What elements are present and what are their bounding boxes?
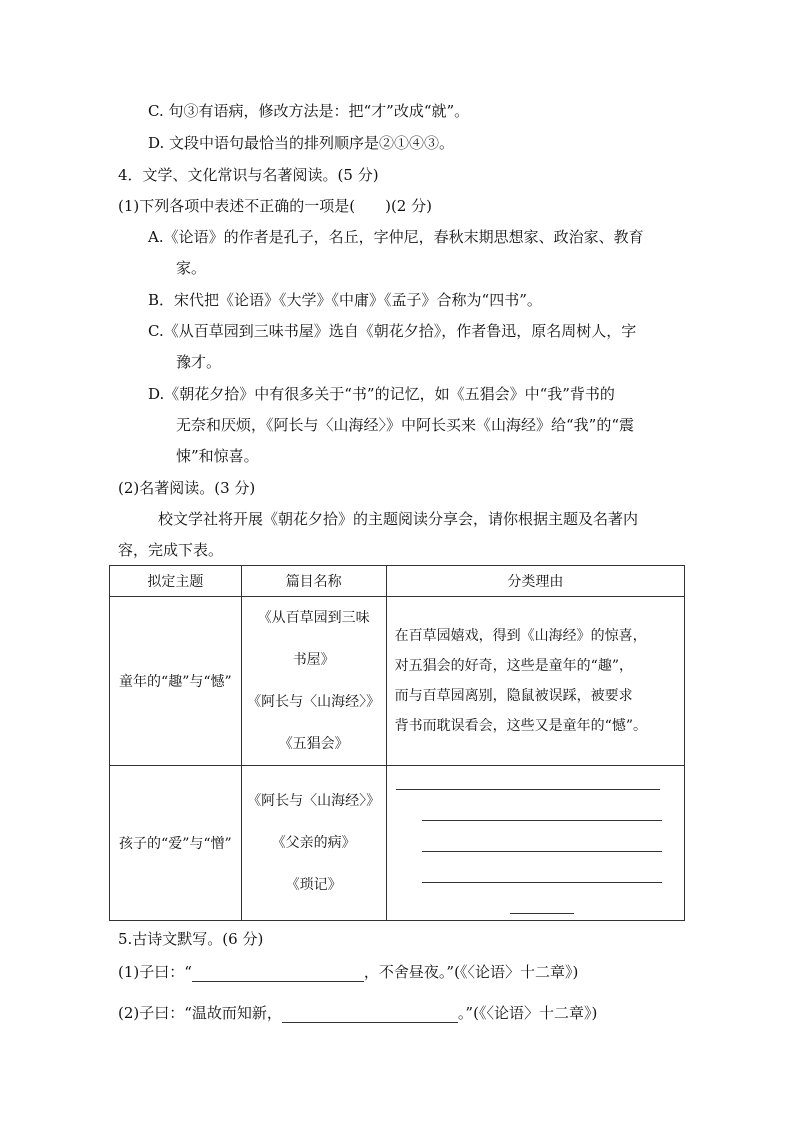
q4-sub2: (2)名著阅读。(3 分) <box>118 479 256 497</box>
q4-option-d-line1: D.《朝花夕拾》中有很多关于“书”的记忆，如《五猖会》中“我”背书的 <box>148 385 615 403</box>
q4-option-d-line2: 无奈和厌烦，《阿长与〈山海经〉》中阿长买来《山海经》给“我”的“震 <box>176 416 635 434</box>
q5-title: 5.古诗文默写。(6 分) <box>118 930 264 948</box>
q4-option-a-line1: A.《论语》的作者是孔子，名丘，字仲尼，春秋末期思想家、政治家、教育 <box>148 228 644 246</box>
row1-reason-line: 而与百草园离别，隐鼠被误踩，被要求 <box>394 688 633 704</box>
row2-title: 《琐记》 <box>285 877 342 893</box>
q5-item2-blank[interactable] <box>282 1022 458 1023</box>
q5-item1-suffix: ，不舍昼夜。”(《〈论语〉十二章》) <box>363 963 579 981</box>
q4-option-c-line1: C.《从百草园到三味书屋》选自《朝花夕拾》，作者鲁迅，原名周树人，字 <box>148 322 637 340</box>
answer-line[interactable] <box>510 913 574 914</box>
row1-theme: 童年的“趣”与“憾” <box>110 597 242 766</box>
row1-reason-line: 在百草园嬉戏，得到《山海经》的惊喜， <box>394 628 647 644</box>
q4-option-b: B．宋代把《论语》《大学》《中庸》《孟子》合称为“四书”。 <box>148 291 542 309</box>
q4-sub1: (1)下列各项中表述不正确的一项是( )(2 分) <box>118 197 432 215</box>
header-titles: 篇目名称 <box>241 566 386 597</box>
answer-line[interactable] <box>396 789 660 790</box>
header-reason: 分类理由 <box>386 566 684 597</box>
q3-option-c: C. 句③有语病，修改方法是：把“才”改成“就”。 <box>148 102 470 120</box>
row1-titles <box>241 597 386 766</box>
answer-blank-lines[interactable] <box>387 767 684 919</box>
q4-option-c-line2: 豫才。 <box>176 353 222 371</box>
q5-item2-prefix: (2)子曰：“温故而知新， <box>118 1004 282 1022</box>
q4-intro-line2: 容，完成下表。 <box>118 541 224 559</box>
q4-intro-line1: 校文学社将开展《朝花夕拾》的主题阅读分享会，请你根据主题及名著内 <box>158 510 639 528</box>
q5-item2-suffix: 。”(《〈论语〉十二章》) <box>457 1004 598 1022</box>
row1-reason-line: 背书而耽误看会，这些又是童年的“憾”。 <box>394 718 647 734</box>
q5-item2 <box>118 1003 597 1023</box>
q4-option-d-line3: 悚”和惊喜。 <box>176 447 259 465</box>
answer-line[interactable] <box>422 851 662 852</box>
answer-line[interactable] <box>422 820 662 821</box>
q5-item1-blank[interactable] <box>192 981 364 982</box>
row2-theme: 孩子的“爱”与“憎” <box>110 766 242 921</box>
header-theme: 拟定主题 <box>110 566 242 597</box>
q5-item1-prefix: (1)子曰：“ <box>118 963 192 981</box>
q5-item1 <box>118 962 578 982</box>
table-header-row <box>110 566 685 597</box>
table-row <box>110 766 685 921</box>
answer-line[interactable] <box>422 882 662 883</box>
q4-option-a-line2: 家。 <box>176 259 207 277</box>
row1-reason <box>386 597 684 766</box>
row2-reason-answer-area[interactable] <box>386 766 684 921</box>
q3-option-d: D. 文段中语句最恰当的排列顺序是②①④③。 <box>148 134 455 152</box>
row1-title: 书屋》 <box>292 652 335 668</box>
q4-title: 4．文学、文化常识与名著阅读。(5 分) <box>118 166 379 184</box>
row2-title: 《阿长与〈山海经〉》 <box>247 793 381 809</box>
row2-titles <box>241 766 386 921</box>
row1-title: 《从百草园到三味 <box>257 610 370 626</box>
reading-table <box>109 565 685 921</box>
row1-reason-line: 对五猖会的好奇，这些是童年的“趣”， <box>394 658 633 674</box>
table-row <box>110 597 685 766</box>
row1-title: 《阿长与〈山海经〉》 <box>247 694 381 710</box>
row1-title: 《五猖会》 <box>278 736 349 752</box>
row2-title: 《父亲的病》 <box>271 835 356 851</box>
